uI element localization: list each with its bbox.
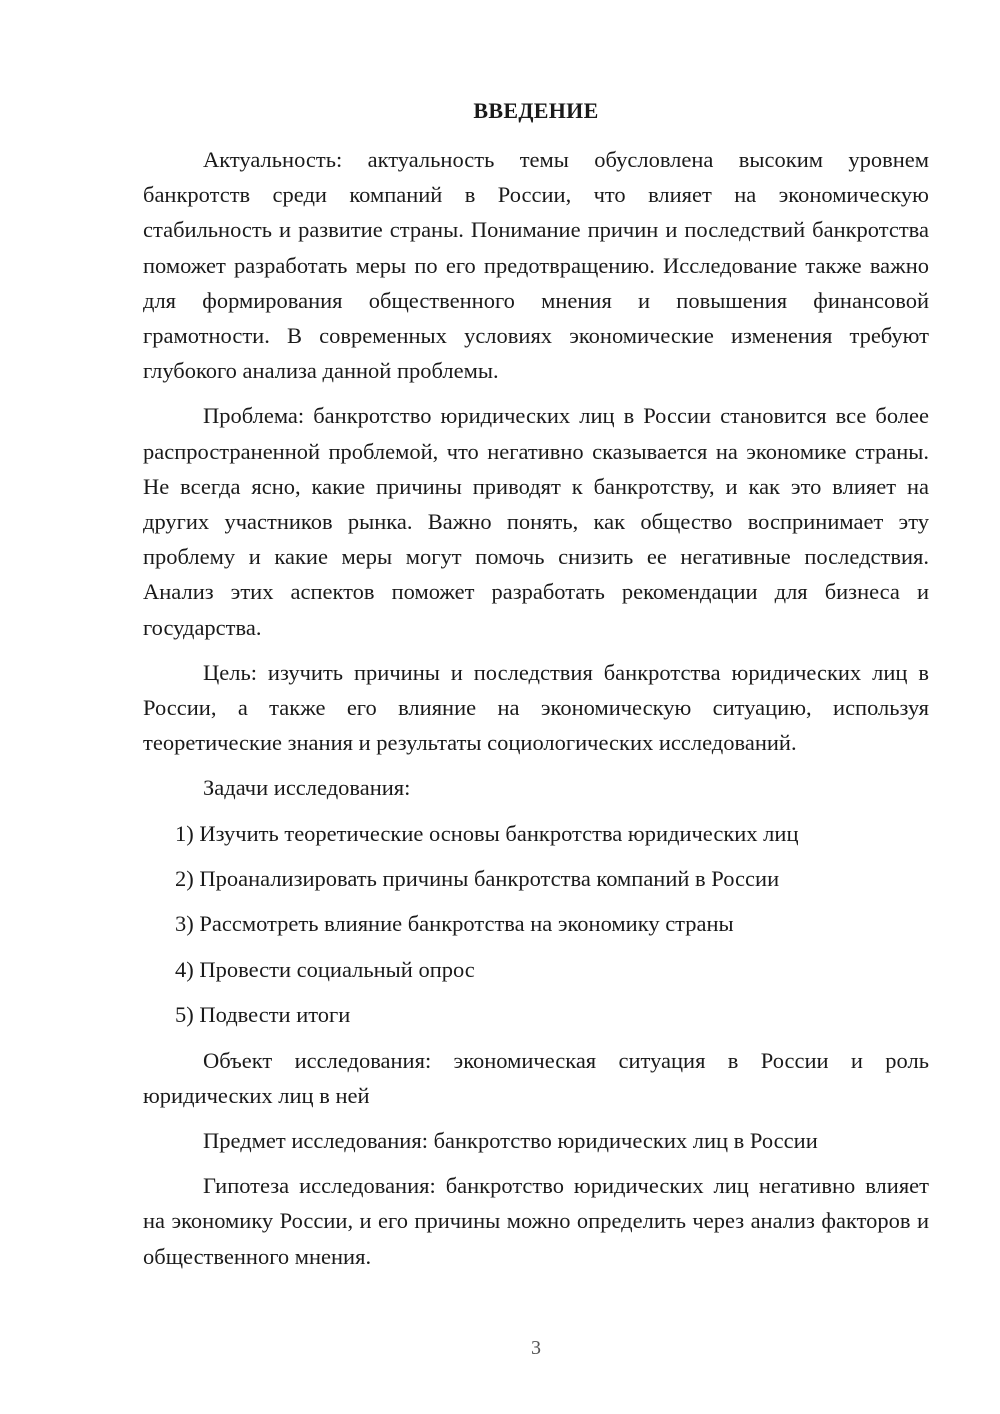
object-paragraph: Объект исследования: экономическая ситуация в России и роль юридических лиц в ней bbox=[143, 1047, 929, 1108]
body-text bbox=[143, 142, 929, 1284]
list-item: 1) Изучить теоретические основы банкротства юридических лиц bbox=[175, 820, 799, 846]
list-item: 5) Подвести итоги bbox=[175, 1002, 351, 1028]
goal-paragraph: Цель: изучить причины и последствия банкротства юридических лиц в России, а также его влияние на экономическую ситуацию, используя теоретические знания и результаты социологических исследований. bbox=[143, 659, 929, 756]
relevance-paragraph: Актуальность: актуальность темы обусловлена высоким уровнем банкротств среди компаний в России, что влияет на экономическую стабильность и развитие страны. Понимание причин и последствий банкротства поможет разработать меры по его предотвращению. Исследование также важно для формирования общественного мнения и повышения финансовой грамотности. В современных условиях экономические изменения требуют глубокого анализа данной проблемы. bbox=[143, 147, 929, 384]
subject-paragraph: Предмет исследования: банкротство юридических лиц в России bbox=[203, 1128, 818, 1154]
list-item: 4) Провести социальный опрос bbox=[175, 956, 475, 982]
page-number: 3 bbox=[531, 1337, 541, 1359]
problem-paragraph: Проблема: банкротство юридических лиц в России становится все более распространенной проблемой, что негативно сказывается на экономике страны. Не всегда ясно, какие причины приводят к банкротству, и как это влияет на других участников рынка. Важно понять, как общество воспринимает эту проблему и какие меры могут помочь снизить ее негативные последствия. Анализ этих аспектов поможет разработать рекомендации для бизнеса и государства. bbox=[143, 403, 929, 640]
list-item: 3) Рассмотреть влияние банкротства на экономику страны bbox=[175, 911, 734, 937]
tasks-heading: Задачи исследования: bbox=[203, 775, 411, 801]
list-item: 2) Проанализировать причины банкротства компаний в России bbox=[175, 866, 780, 892]
section-heading: ВВЕДЕНИЕ bbox=[473, 98, 599, 123]
hypothesis-paragraph: Гипотеза исследования: банкротство юридических лиц негативно влияет на экономику России, и его причины можно определить через анализ факторов и общественного мнения. bbox=[143, 1173, 929, 1269]
